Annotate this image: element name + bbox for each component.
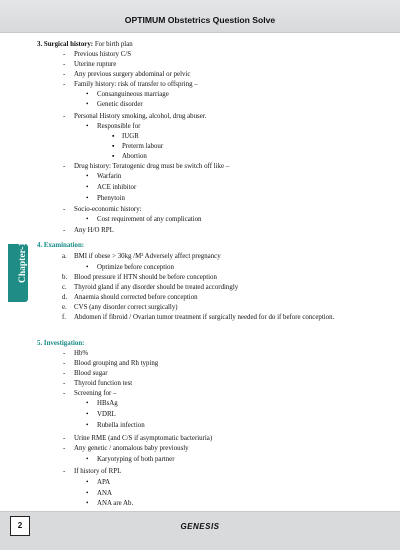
item-text: Anaemia should corrected before conception [74, 294, 198, 301]
list-marker: • [86, 195, 89, 202]
list-item [63, 80, 198, 89]
list-marker: • [86, 91, 89, 98]
item-text: ACE inhibitor [97, 184, 137, 191]
item-label: 3. Surgical history: [37, 41, 94, 48]
list-marker: d. [62, 294, 68, 301]
list-marker: a. [62, 253, 67, 260]
item-text: APA [97, 479, 111, 486]
item-text: Socio-economic history: [74, 206, 142, 213]
list-item [62, 273, 217, 282]
list-marker: • [86, 490, 89, 497]
item-text: Optimize before conception [97, 264, 174, 271]
item-text: Thyroid function test [74, 380, 133, 387]
page-number: 2 [10, 516, 30, 536]
item-text: VDRL [97, 411, 116, 418]
item-text: Responsible for [97, 123, 141, 130]
list-item [62, 293, 198, 302]
item-text: Previous history C/S [74, 51, 132, 58]
list-item [37, 40, 133, 49]
item-text: Drug history: Teratogenic drug must be switch off like – [74, 163, 230, 170]
header-title: OPTIMUM Obstetrics Question Solve [124, 15, 276, 25]
list-item [62, 303, 178, 312]
item-text: Abdomen if fibroid / Ovarian tumor treatment if surgically needed for do if before conception. [74, 314, 335, 321]
list-item [86, 410, 116, 419]
list-marker: c. [62, 284, 67, 291]
list-item [63, 389, 117, 398]
section-heading [37, 339, 84, 348]
publisher-logo: GENESIS [180, 522, 220, 531]
list-item [63, 359, 159, 368]
item-text: HBsAg [97, 400, 118, 407]
list-item [63, 162, 230, 171]
list-item [63, 349, 89, 358]
list-item [63, 467, 122, 476]
list-marker: • [86, 411, 89, 418]
list-item [62, 283, 239, 292]
list-marker: - [63, 206, 66, 213]
list-item [63, 70, 191, 79]
item-text: Genetic disorder [97, 101, 143, 108]
list-marker: • [86, 184, 89, 191]
item-text: Preterm labour [122, 143, 164, 150]
item-text: BMI if obese > 30kg /M² Adversely affect pregnancy [74, 253, 221, 260]
list-marker: f. [62, 314, 67, 321]
list-item [63, 379, 133, 388]
list-item [63, 226, 114, 235]
list-marker: • [86, 123, 89, 130]
list-item [62, 313, 364, 322]
list-item [86, 455, 175, 464]
list-marker: • [86, 173, 89, 180]
chapter-label: Chapter-1 [18, 241, 28, 283]
list-item [86, 399, 118, 408]
item-text: Blood pressure if HTN should be before conception [74, 274, 217, 281]
list-marker: b. [62, 274, 68, 281]
item-text: For birth plan [93, 41, 133, 48]
item-text: Any genetic / anomalous baby previously [74, 445, 189, 452]
item-text: Blood grouping and Rh typing [74, 360, 159, 367]
list-item [112, 142, 164, 151]
item-text: Any previous surgery abdominal or pelvic [74, 71, 191, 78]
list-item [63, 205, 142, 214]
list-marker: - [63, 163, 66, 170]
list-marker: - [63, 51, 66, 58]
list-marker: ▪ [112, 133, 115, 140]
list-marker: • [86, 216, 89, 223]
list-marker: - [63, 61, 66, 68]
list-marker: - [63, 113, 66, 120]
list-item [86, 172, 122, 181]
list-item [63, 444, 189, 453]
item-text: ANA [97, 490, 112, 497]
item-text: Uterine rupture [74, 61, 117, 68]
list-marker: ▪ [112, 143, 115, 150]
list-item [63, 434, 213, 443]
list-item [86, 263, 174, 272]
list-item [86, 100, 143, 109]
item-text: If history of RPL [74, 468, 122, 475]
list-item [86, 489, 112, 498]
list-marker: e. [62, 304, 67, 311]
list-marker: - [63, 435, 66, 442]
list-marker: - [63, 360, 66, 367]
item-text: 4. Examination: [37, 242, 85, 249]
list-item [86, 183, 137, 192]
list-marker: • [86, 500, 89, 507]
item-text: Abortion [122, 153, 147, 160]
list-marker: - [63, 390, 66, 397]
list-marker: - [63, 227, 66, 234]
list-marker: • [86, 456, 89, 463]
list-item [63, 112, 207, 121]
item-text: Personal History smoking, alcohol, drug abuser. [74, 113, 207, 120]
item-text: Consanguineous marriage [97, 91, 169, 98]
item-text: Phenytoin [97, 195, 125, 202]
list-marker: • [86, 264, 89, 271]
item-text: Hb% [74, 350, 89, 357]
list-marker: • [86, 101, 89, 108]
item-text: Any H/O RPL [74, 227, 114, 234]
item-text: Cost requirement of any complication [97, 216, 202, 223]
item-text: Rubella infection [97, 422, 145, 429]
list-item [63, 50, 132, 59]
list-item [86, 90, 169, 99]
item-text: IUGR [122, 133, 139, 140]
list-marker: - [63, 350, 66, 357]
item-text: Warfarin [97, 173, 122, 180]
item-text: Thyroid gland if any disorder should be treated accordingly [74, 284, 239, 291]
list-item [63, 369, 108, 378]
item-text: CVS (any disorder correct surgically) [74, 304, 178, 311]
item-text: Family history: risk of transfer to offspring – [74, 81, 198, 88]
list-marker: - [63, 445, 66, 452]
list-item [86, 499, 134, 508]
section-heading [37, 241, 84, 250]
list-item [86, 215, 202, 224]
list-marker: ▪ [112, 153, 115, 160]
list-marker: - [63, 468, 66, 475]
list-item [86, 421, 145, 430]
list-item [86, 478, 111, 487]
list-item [112, 132, 139, 141]
item-text: Karyotyping of both partner [97, 456, 175, 463]
list-item [63, 60, 117, 69]
item-text: Screening for – [74, 390, 117, 397]
list-item [86, 194, 125, 203]
item-text: 5. Investigation: [37, 340, 85, 347]
item-text: ANA are Ab. [97, 500, 134, 507]
list-marker: • [86, 400, 89, 407]
list-marker: - [63, 370, 66, 377]
list-item [86, 122, 141, 131]
list-marker: - [63, 380, 66, 387]
list-marker: • [86, 422, 89, 429]
item-text: Blood sugar [74, 370, 108, 377]
item-text: Urine RME (and C/S if asymptomatic bacteriuria) [74, 435, 213, 442]
list-item [112, 152, 147, 161]
list-marker: - [63, 71, 66, 78]
list-marker: - [63, 81, 66, 88]
list-item [62, 252, 221, 261]
list-marker: • [86, 479, 89, 486]
